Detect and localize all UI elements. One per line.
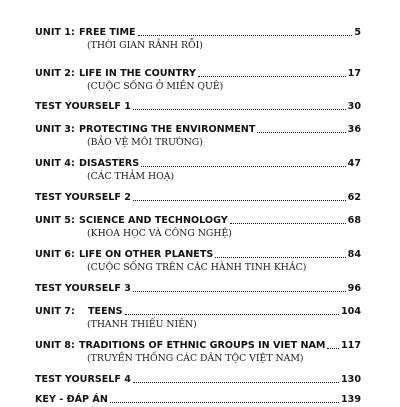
toc-entry-unit-4 — [35, 157, 361, 182]
unit-label: UNIT 3: — [35, 124, 75, 135]
toc-row — [35, 100, 361, 112]
toc-row — [35, 393, 361, 405]
toc-row — [35, 157, 361, 169]
unit-label: UNIT 6: — [35, 249, 75, 260]
page-number: 96 — [347, 283, 361, 294]
toc-row — [35, 339, 361, 351]
entry-title: FREE TIME — [79, 27, 136, 38]
toc-row — [35, 214, 361, 226]
toc-entry-unit-1 — [35, 26, 361, 51]
entry-subtitle: (THANH THIẾU NIÊN) — [87, 319, 197, 330]
page-number: 68 — [347, 215, 361, 226]
page-number: 130 — [340, 374, 361, 385]
page-number: 139 — [340, 394, 361, 405]
dot-leader — [133, 381, 339, 383]
entry-subtitle: (THỜI GIAN RẢNH RỖI) — [87, 40, 203, 51]
toc-entry-unit-3 — [35, 123, 361, 148]
dot-leader — [198, 75, 346, 77]
entry-title: LIFE ON OTHER PLANETS — [79, 249, 214, 260]
toc-entry-key — [35, 393, 361, 407]
unit-label: UNIT 1: — [35, 27, 75, 38]
toc-row — [35, 123, 361, 135]
dot-leader — [110, 401, 339, 403]
toc-entry-unit-5 — [35, 214, 361, 239]
page-number: 117 — [340, 340, 361, 351]
unit-label: UNIT 4: — [35, 158, 75, 169]
toc-entry-test-yourself-4 — [35, 373, 361, 387]
dot-leader — [257, 131, 345, 133]
unit-label: UNIT 5: — [35, 215, 75, 226]
entry-subtitle: (BẢO VỆ MÔI TRƯỜNG) — [87, 137, 203, 148]
dot-leader — [327, 347, 339, 349]
toc-entry-test-yourself-1 — [35, 100, 361, 114]
toc-row — [35, 67, 361, 79]
unit-label: UNIT 7: — [35, 306, 75, 317]
entry-subtitle: (CÁC THẢM HOẠ) — [87, 171, 175, 182]
dot-leader — [138, 34, 353, 36]
dot-leader — [133, 290, 346, 292]
toc-row — [35, 191, 361, 203]
dot-leader — [215, 256, 345, 258]
unit-label: UNIT 8: — [35, 340, 75, 351]
toc-row — [35, 26, 361, 38]
toc-entry-unit-8 — [35, 339, 361, 364]
page-number: 104 — [340, 306, 361, 317]
page-number: 30 — [347, 101, 361, 112]
unit-label: UNIT 2: — [35, 68, 75, 79]
entry-title: TEST YOURSELF 1 — [35, 101, 131, 112]
entry-subtitle: (TRUYỀN THỐNG CÁC DÂN TỘC VIỆT NAM) — [87, 353, 304, 364]
toc-row — [35, 282, 361, 294]
dot-leader — [133, 199, 346, 201]
dot-leader — [133, 108, 346, 110]
page-number: 17 — [347, 68, 361, 79]
entry-title: SCIENCE AND TECHNOLOGY — [79, 215, 228, 226]
toc-row — [35, 248, 361, 260]
entry-title: KEY - ĐÁP ÁN — [35, 394, 108, 405]
entry-title: TEST YOURSELF 3 — [35, 283, 131, 294]
entry-subtitle: (CUỘC SỐNG Ở MIỀN QUÊ) — [87, 81, 224, 92]
entry-subtitle: (CUỘC SỐNG TRÊN CÁC HÀNH TINH KHÁC) — [87, 262, 307, 273]
entry-subtitle: (KHOA HỌC VÀ CÔNG NGHỆ) — [87, 228, 232, 239]
toc-entry-unit-6 — [35, 248, 361, 273]
toc-row — [35, 373, 361, 385]
entry-title: TRADITIONS OF ETHNIC GROUPS IN VIET NAM — [79, 340, 326, 351]
toc-entry-unit-2 — [35, 67, 361, 92]
page-number: 47 — [347, 158, 361, 169]
page-number: 62 — [347, 192, 361, 203]
dot-leader — [230, 222, 346, 224]
entry-title: TEENS — [88, 306, 123, 317]
dot-leader — [141, 165, 345, 167]
toc-row — [35, 305, 361, 317]
dot-leader — [125, 313, 339, 315]
entry-title: TEST YOURSELF 2 — [35, 192, 131, 203]
toc-entry-test-yourself-2 — [35, 191, 361, 205]
page-number: 36 — [347, 124, 361, 135]
entry-title: DISASTERS — [79, 158, 140, 169]
page-number: 84 — [347, 249, 361, 260]
entry-title: TEST YOURSELF 4 — [35, 374, 131, 385]
page-number: 5 — [354, 27, 361, 38]
toc-entry-test-yourself-3 — [35, 282, 361, 296]
entry-title: PROTECTING THE ENVIRONMENT — [79, 124, 256, 135]
entry-title: LIFE IN THE COUNTRY — [79, 68, 196, 79]
toc-entry-unit-7 — [35, 305, 361, 330]
